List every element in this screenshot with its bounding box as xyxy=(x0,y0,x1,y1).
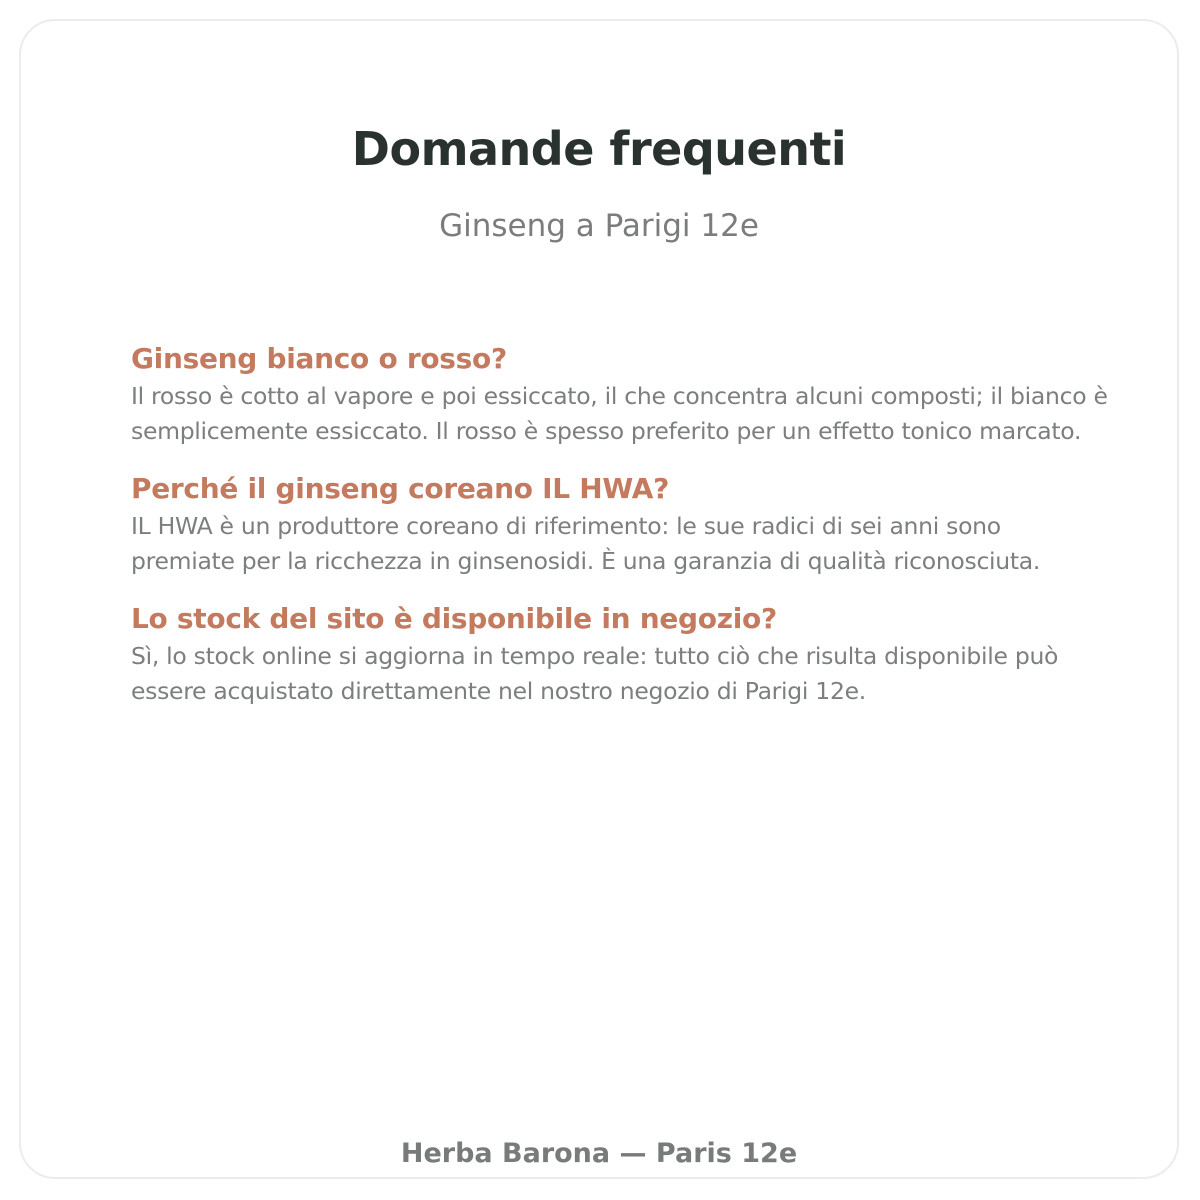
faq-item-stock-in-store xyxy=(131,599,1111,709)
faq-question: Lo stock del sito è disponibile in negozio? xyxy=(131,602,777,635)
faq-list xyxy=(131,339,1111,729)
faq-answer: Il rosso è cotto al vapore e poi essiccato, il che concentra alcuni composti; il bianco è semplicemente essiccato. Il rosso è spesso preferito per un effetto tonico marcato. xyxy=(131,382,1108,445)
faq-card xyxy=(19,19,1179,1179)
faq-answer: IL HWA è un produttore coreano di riferimento: le sue radici di sei anni sono premiate per la ricchezza in ginsenosidi. È una garanzia di qualità riconosciuta. xyxy=(131,512,1041,575)
faq-question: Perché il ginseng coreano IL HWA? xyxy=(131,472,670,505)
faq-question: Ginseng bianco o rosso? xyxy=(131,342,507,375)
footer-store-name: Herba Barona — Paris 12e xyxy=(400,1138,798,1169)
page-subtitle: Ginseng a Parigi 12e xyxy=(439,208,759,244)
faq-item-korean-il-hwa xyxy=(131,469,1111,579)
faq-answer: Sì, lo stock online si aggiorna in tempo reale: tutto ciò che risulta disponibile può essere acquistato direttamente nel nostro negozio di Parigi 12e. xyxy=(131,642,1059,705)
page-title: Domande frequenti xyxy=(351,122,847,176)
faq-item-white-or-red xyxy=(131,339,1111,449)
